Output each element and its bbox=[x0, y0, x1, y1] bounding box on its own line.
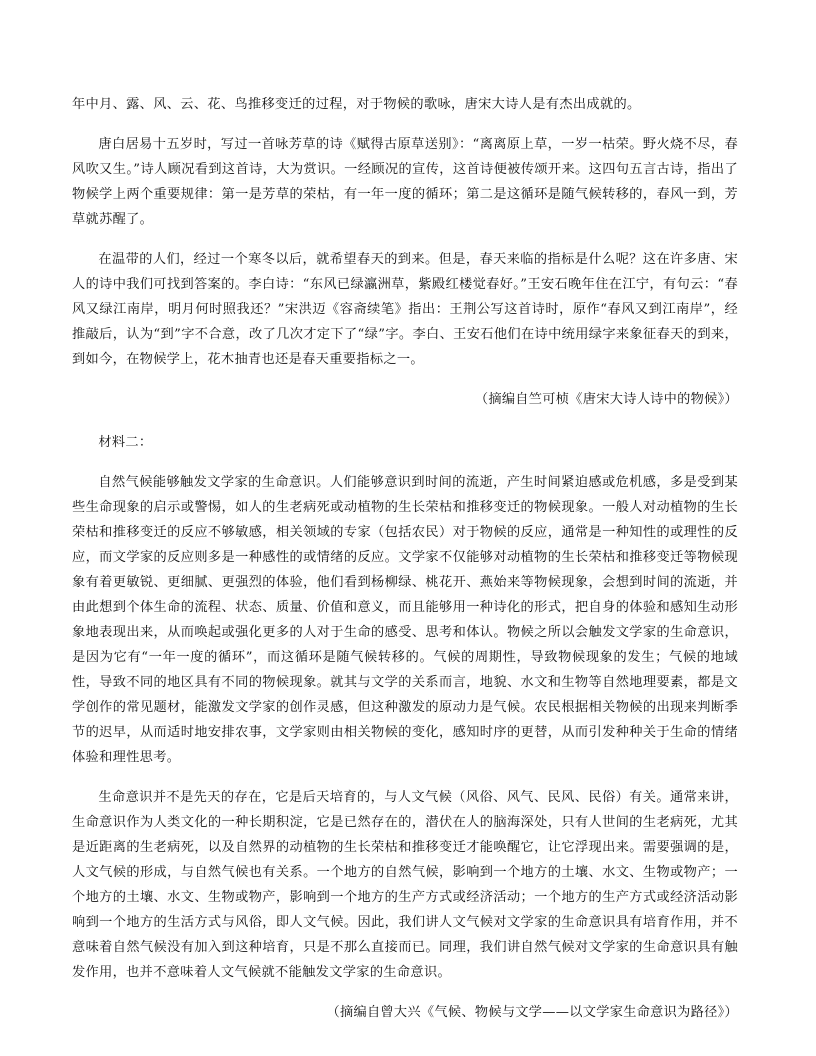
source-citation-1: （摘编自竺可桢《唐宋大诗人诗中的物候》） bbox=[474, 392, 738, 407]
paragraph-4: 自然气候能够触发文学家的生命意识。人们能够意识到时间的流逝，产生时间紧迫感或危机感，多是受到某些生命现象的启示或警惕，如人的生老病死或动植物的生长荣枯和推移变迁的物候现象。一般人对动植物的生长荣枯和推移变迁的反应不够敏感，相关领域的专家（包括农民）对于物候的反应，通常是一种知性的或理性的反应，而文学家的反应则多是一种感性的或情绪的反应。文学家不仅能够对动植物的生长荣枯和推移变迁等物候现象有着更敏锐、更细腻、更强烈的体验，他们看到杨柳绿、桃花开、燕始来等物候现象，会想到时间的流逝，并由此想到个体生命的流程、状态、质量、价值和意义，而且能够用一种诗化的形式，把自身的体验和感知生动形象地表现出来，从而唤起或强化更多的人对于生命的感受、思考和体认。物候之所以会触发文学家的生命意识，是因为它有“一年一度的循环”，而这循环是随气候转移的。气候的周期性，导致物候现象的发生；气候的地域性，导致不同的地区具有不同的物候现象。就其与文学的关系而言，地貌、水文和生物等自然地理要素，都是文学创作的常见题材，能激发文学家的创作灵感，但这种激发的原动力是气候。农民根据相关物候的出现来判断季节的迟早，从而适时地安排农事，文学家则由相关物候的变化，感知时序的更替，从而引发种种关于生命的情绪体验和理性思考。 bbox=[72, 475, 738, 765]
paragraph-3: 在温带的人们，经过一个寒冬以后，就希望春天的到来。但是，春天来临的指标是什么呢？这在许多唐、宋人的诗中我们可找到答案的。李白诗：“东风已绿瀛洲草，紫殿红楼觉春好。”王安石晚年住在江宁，有句云：“春风又绿江南岸，明月何时照我还？”宋洪迈《容斋续笔》指出：王荆公写这首诗时，原作“春风又到江南岸”，经推敲后，认为“到”字不合意，改了几次才定下了“绿”字。李白、王安石他们在诗中统用绿字来象征春天的到来，到如今，在物候学上，花木抽青也还是春天重要指标之一。 bbox=[72, 252, 738, 367]
material-two-heading: 材料二： bbox=[98, 435, 153, 450]
paragraph-5: 生命意识并不是先天的存在，它是后天培育的，与人文气候（风俗、风气、民风、民俗）有关。通常来讲，生命意识作为人类文化的一种长期积淀，它是已然存在的，潜伏在人的脑海深处，只有人世间的生老病死，尤其是近距离的生老病死，以及自然界的动植物的生长荣枯和推移变迁才能唤醒它，让它浮现出来。需要强调的是，人文气候的形成，与自然气候也有关系。一个地方的自然气候，影响到一个地方的土壤、水文、生物或物产；一个地方的土壤、水文、生物或物产，影响到一个地方的生产方式或经济活动；一个地方的生产方式或经济活动影响到一个地方的生活方式与风俗，即人文气候。因此，我们讲人文气候对文学家的生命意识具有培育作用，并不意味着自然气候没有加入到这种培育，只是不那么直接而已。同理，我们讲自然气候对文学家的生命意识具有触发作用，也并不意味着人文气候就不能触发文学家的生命意识。 bbox=[72, 790, 738, 980]
source-citation-2: （摘编自曾大兴《气候、物候与文学——以文学家生命意识为路径》） bbox=[326, 1005, 738, 1020]
paragraph-2: 唐白居易十五岁时，写过一首咏芳草的诗《赋得古原草送别》：“离离原上草，一岁一枯荣。野火烧不尽，春风吹又生。”诗人顾况看到这首诗，大为赏识。一经顾况的宣传，这首诗便被传颂开来。这四句五言古诗，指出了物候学上两个重要规律：第一是芳草的荣枯，有一年一度的循环；第二是这循环是随气候转移的，春风一到，芳草就苏醒了。 bbox=[72, 137, 738, 227]
paragraph-1: 年中月、露、风、云、花、鸟推移变迁的过程，对于物候的歌咏，唐宋大诗人是有杰出成就的。 bbox=[72, 97, 641, 112]
